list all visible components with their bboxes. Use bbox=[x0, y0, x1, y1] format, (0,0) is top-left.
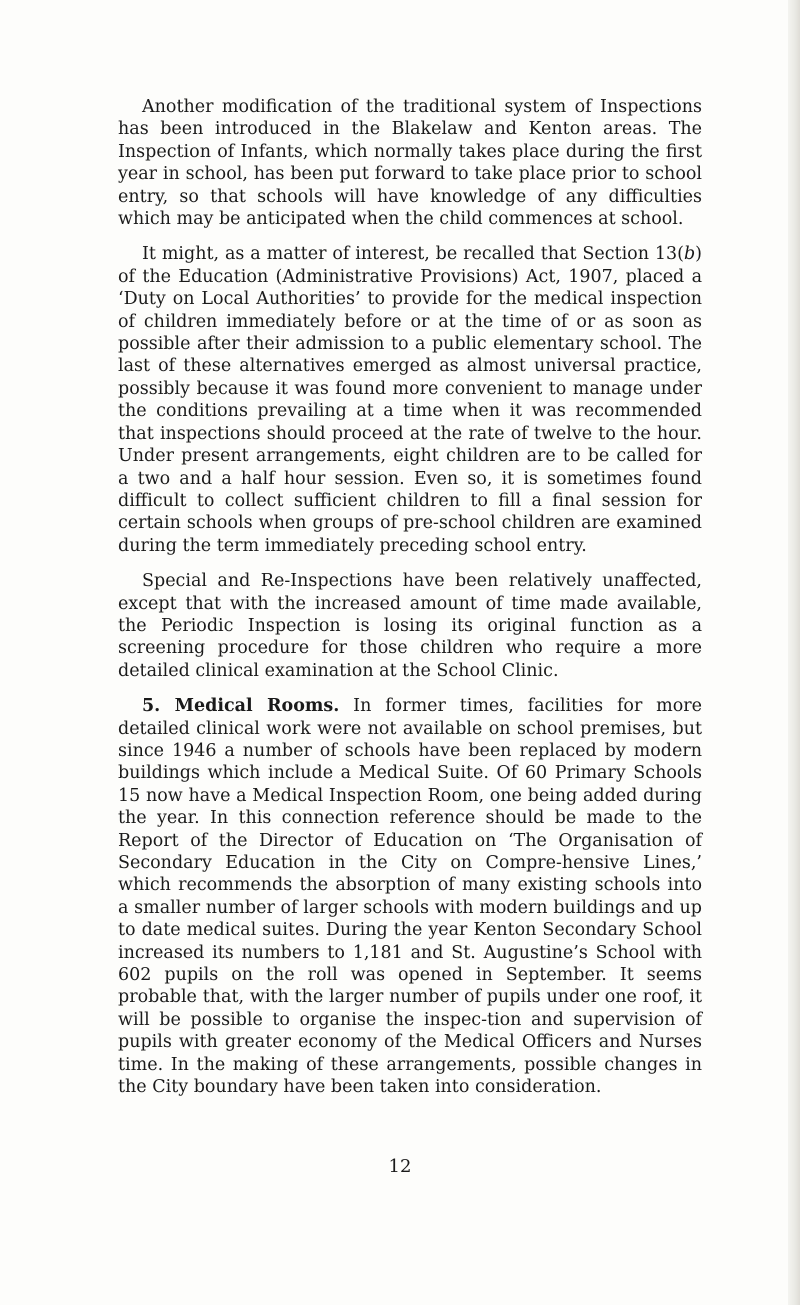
page-number: 12 bbox=[388, 1156, 412, 1177]
paragraph-1-text: Another modification of the traditional system of Inspections has been introduced in the Blakelaw and Kenton areas. The Inspection of Infants, which normally takes place during the first year in school, has been put forward to take place prior to school entry, so that schools will have knowledge of any difficulties which may be anticipated when the child commences at school. bbox=[118, 97, 702, 230]
paragraph-2-italic: b bbox=[683, 244, 696, 265]
paragraph-2-text-end: ) of the Education (Administrative Provisions) Act, 1907, placed a ‘Duty on Local Authorities’ to provide for the medical inspection of children immediately before or at the time of or as soon as possible after their admission to a public elementary school. The last of these alternatives emerged as almost universal practice, possibly because it was found more convenient to manage under the conditions prevailing at a time when it was recommended that inspections should proceed at the rate of twelve to the hour. Under present arrangements, eight children are to be called for a two and a half hour session. Even so, it is sometimes found difficult to collect sufficient children to fill a final session for certain schools when groups of pre-school children are examined during the term immediately preceding school entry. bbox=[118, 244, 702, 556]
paragraph-inspection-modification bbox=[118, 96, 702, 230]
body-text bbox=[118, 96, 702, 1111]
paragraph-section-13b bbox=[118, 243, 702, 557]
section-heading-medical-rooms: 5. Medical Rooms. bbox=[142, 696, 340, 717]
page-edge-shadow bbox=[788, 0, 800, 1305]
paragraph-2-text-start: It might, as a matter of interest, be recalled that Section 13( bbox=[142, 244, 684, 265]
paragraph-3-text: Special and Re-Inspections have been relatively unaffected, except that with the increased amount of time made available, the Periodic Inspection is losing its original function as a screening procedure for those children who require a more detailed clinical examination at the School Clinic. bbox=[118, 571, 702, 681]
paragraph-medical-rooms bbox=[118, 695, 702, 1098]
paragraph-special-reinspections bbox=[118, 570, 702, 682]
paragraph-4-text: In former times, facilities for more detailed clinical work were not available on school premises, but since 1946 a number of schools have been replaced by modern buildings which include a Medical Suite. Of 60 Primary Schools 15 now have a Medical Inspection Room, one being added during the year. In this connection reference should be made to the Report of the Director of Education on ‘The Organisation of Secondary Education in the City on Compre-hensive Lines,’ which recommends the absorption of many existing schools into a smaller number of larger schools with modern buildings and up to date medical suites. During the year Kenton Secondary School increased its numbers to 1,181 and St. Augustine’s School with 602 pupils on the roll was opened in September. It seems probable that, with the larger number of pupils under one roof, it will be possible to organise the inspec-tion and supervision of pupils with greater economy of the Medical Officers and Nurses time. In the making of these arrangements, possible changes in the City boundary have been taken into consideration. bbox=[118, 696, 702, 1098]
